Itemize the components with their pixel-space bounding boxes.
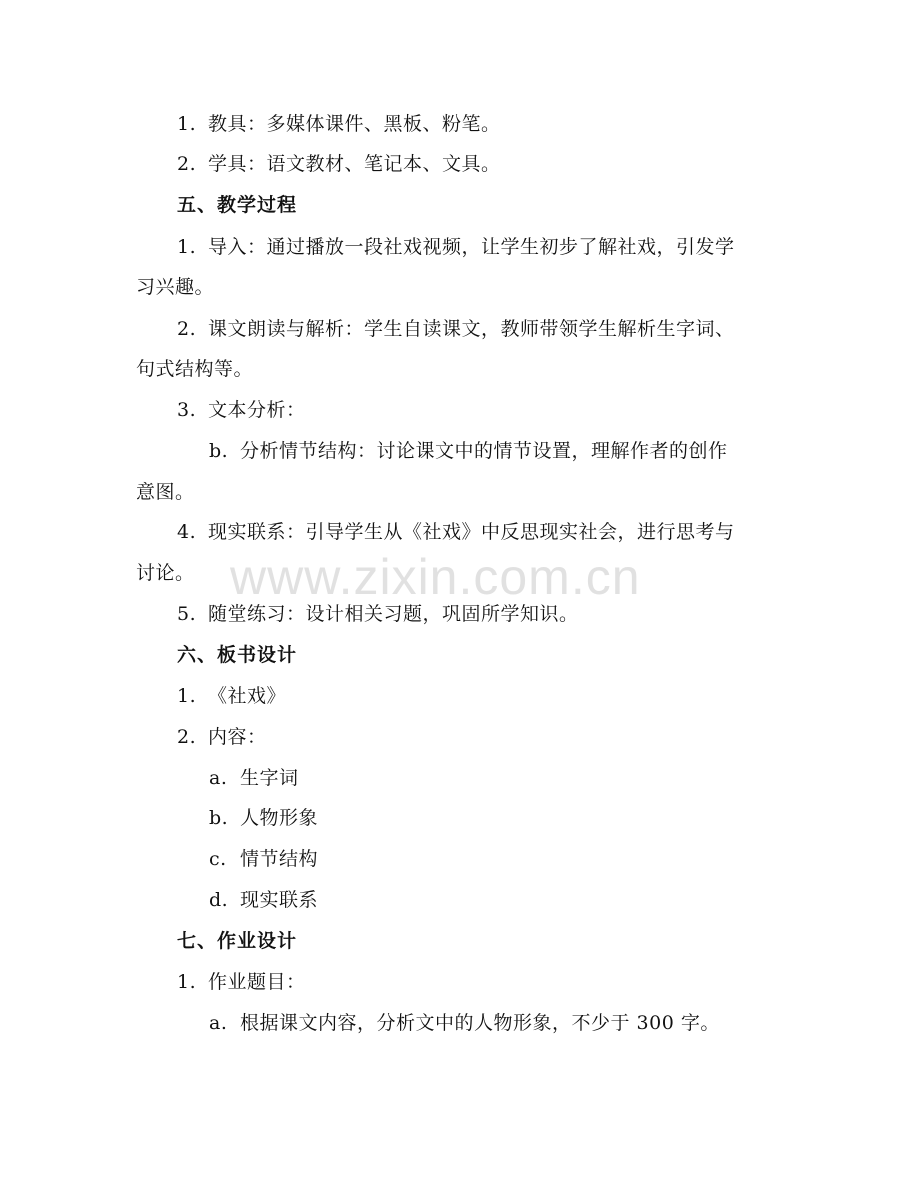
list-text: 学具：语文教材、笔记本、文具。	[208, 153, 501, 175]
list-text: 随堂练习：设计相关习题，巩固所学知识。	[208, 603, 579, 625]
list-letter: a.	[209, 767, 228, 789]
list-text: 现实联系：引导学生从《社戏》中反思现实社会，进行思考与	[208, 521, 735, 543]
sub-list-item	[209, 438, 728, 464]
list-letter: b.	[209, 807, 229, 829]
list-text: 生字词	[240, 767, 299, 789]
list-letter: a.	[209, 1012, 228, 1034]
list-letter: b.	[209, 440, 229, 462]
section-heading: 七、作业设计	[177, 930, 298, 952]
list-item-continuation: 句式结构等。	[136, 358, 254, 380]
list-number: 1.	[177, 113, 197, 135]
list-number: 2.	[177, 153, 197, 175]
list-number: 1.	[177, 971, 197, 993]
list-item	[177, 111, 501, 137]
list-item-continuation: 意图。	[136, 481, 195, 503]
list-item	[177, 724, 267, 750]
list-text: 作业题目：	[208, 971, 306, 993]
list-text: 教具：多媒体课件、黑板、粉笔。	[208, 113, 501, 135]
list-text: 情节结构	[240, 848, 319, 870]
list-text: 课文朗读与解析：学生自读课文，教师带领学生解析生字词、	[208, 318, 735, 340]
list-item	[177, 601, 579, 627]
sub-list-item	[209, 765, 299, 791]
list-text: 《社戏》	[208, 685, 287, 707]
list-text: 分析情节结构：讨论课文中的情节设置，理解作者的创作	[240, 440, 728, 462]
list-item	[177, 969, 306, 995]
section-heading: 五、教学过程	[177, 194, 298, 216]
sub-list-item	[209, 805, 318, 831]
list-letter: d.	[209, 889, 229, 911]
list-number: 2.	[177, 318, 197, 340]
list-item-continuation: 习兴趣。	[136, 276, 215, 298]
sub-list-item	[209, 1010, 720, 1036]
section-heading: 六、板书设计	[177, 644, 298, 666]
list-number: 2.	[177, 726, 197, 748]
list-item	[177, 234, 735, 260]
list-text: 文本分析：	[208, 399, 306, 421]
list-item-continuation: 讨论。	[136, 562, 195, 584]
list-number: 4.	[177, 521, 197, 543]
list-text: 内容：	[208, 726, 267, 748]
list-item	[177, 151, 501, 177]
list-number: 3.	[177, 399, 197, 421]
list-number: 1.	[177, 236, 197, 258]
list-item	[177, 316, 735, 342]
list-letter: c.	[209, 848, 227, 870]
list-text: 导入：通过播放一段社戏视频，让学生初步了解社戏，引发学	[208, 236, 735, 258]
list-text: 现实联系	[240, 889, 319, 911]
sub-list-item	[209, 846, 318, 872]
list-item	[177, 683, 286, 709]
watermark-text: www.zixin.com.cn	[230, 549, 641, 605]
list-number: 5.	[177, 603, 197, 625]
list-item	[177, 519, 735, 545]
list-item	[177, 397, 306, 423]
list-text: 根据课文内容，分析文中的人物形象，不少于 300 字。	[240, 1012, 720, 1034]
list-text: 人物形象	[240, 807, 319, 829]
list-number: 1.	[177, 685, 197, 707]
sub-list-item	[209, 887, 318, 913]
